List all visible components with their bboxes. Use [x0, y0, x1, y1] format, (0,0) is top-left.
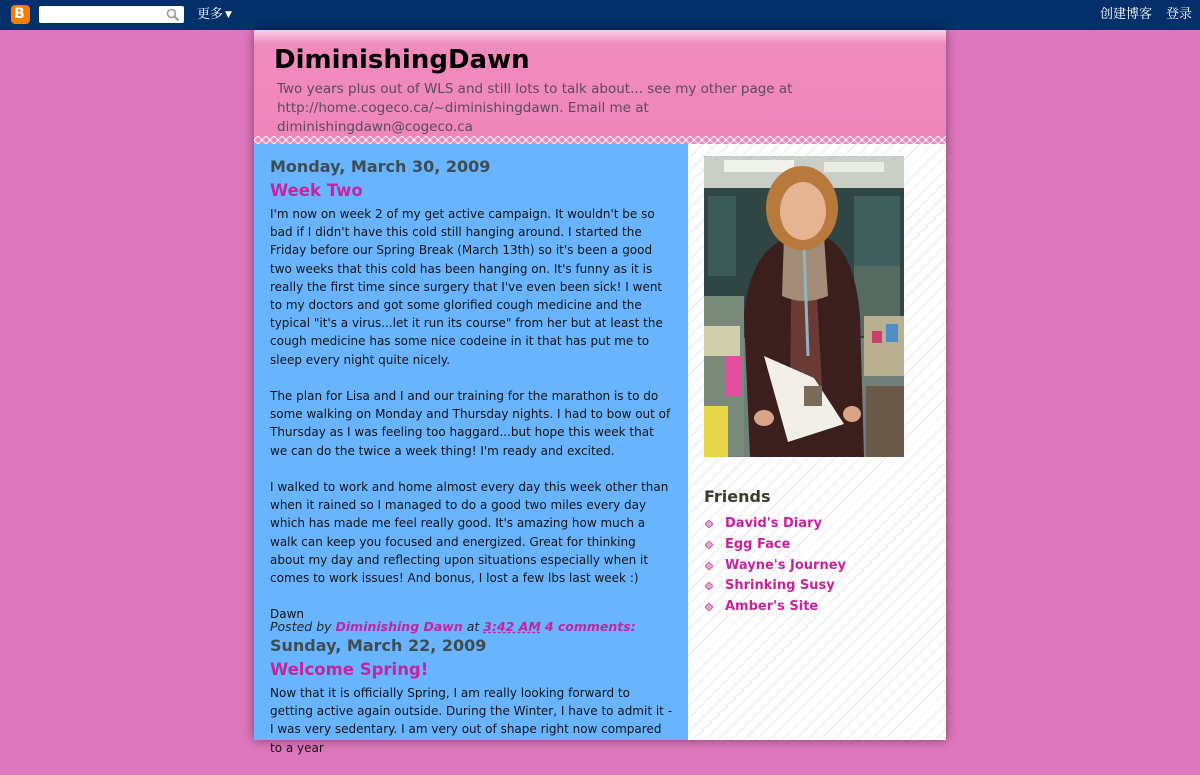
diamond-bullet-icon: [705, 603, 713, 611]
create-blog-link[interactable]: 创建博客: [1100, 7, 1153, 22]
header-zigzag-divider: [254, 136, 946, 144]
sidebar: [688, 144, 946, 740]
friend-link[interactable]: Wayne's Journey: [725, 557, 847, 573]
post-paragraph: The plan for Lisa and I and our training for the marathon is to do some walking on Monday and Thursday nights. I had to bow out of Thursday as I was feeling too haggard...but hope this week that we can do the twice a week thing! I'm ready and excited.: [270, 389, 671, 458]
friend-link[interactable]: David's Diary: [725, 516, 822, 531]
login-link[interactable]: 登录: [1166, 7, 1193, 22]
diamond-bullet-icon: [705, 520, 713, 528]
post-paragraph: I walked to work and home almost every day this week other than when it rained so I managed to do a good two miles every day which has made me feel really good. It's amazing how much a walk can keep you focused and energized. Great for thinking about my day and reflecting upon situations especially when it comes to work issues! And bonus, I lost a few lbs last week :): [270, 480, 669, 586]
friend-item: [704, 597, 846, 618]
post-paragraph: I'm now on week 2 of my get active campaign. It wouldn't be so bad if I didn't have this cold still hanging around. I started the Friday before our Spring Break (March 13th) so it's been a good two weeks that this cold has been hanging on. It's funny as it is really the first time since surgery that I've even been sick! I went to my doctors and got some glorified cough medicine and the typical "it's a virus...let it run its course" from her but at least the cough medicine has some nice codeine in it that has put me to sleep every night quite nicely.: [270, 207, 663, 367]
blogger-logo-icon[interactable]: B: [11, 5, 30, 24]
blog-description: Two years plus out of WLS and still lots to talk about... see my other page at http://home.cogeco.ca/~diminishingdawn. Email me at diminishingdawn@cogeco.ca: [277, 81, 793, 135]
chevron-down-icon: ▼: [225, 10, 232, 20]
posted-by-label: Posted by: [270, 619, 332, 634]
post-comments-link[interactable]: 4 comments:: [544, 619, 636, 634]
diamond-bullet-icon: [705, 582, 713, 590]
friends-list: [704, 514, 846, 618]
diamond-bullet-icon: [705, 562, 713, 570]
post-date-header: Sunday, March 22, 2009: [270, 636, 487, 655]
friend-link[interactable]: Egg Face: [725, 536, 791, 552]
post-title[interactable]: Welcome Spring!: [270, 660, 429, 679]
post-timestamp-link[interactable]: 3:42 AM: [483, 619, 541, 634]
post-at-label: at: [466, 619, 480, 634]
more-menu-button[interactable]: [197, 7, 232, 23]
friend-item: [704, 535, 846, 556]
post-title[interactable]: Week Two: [270, 181, 363, 200]
friend-link[interactable]: Shrinking Susy: [725, 578, 835, 594]
blog-container: [254, 30, 946, 755]
post-date-header: Monday, March 30, 2009: [270, 157, 491, 176]
main-column: [254, 144, 688, 755]
diamond-bullet-icon: [705, 541, 713, 549]
post-footer: [270, 619, 636, 634]
friend-item: [704, 556, 846, 577]
blogger-navbar: [0, 0, 1200, 30]
more-menu-label: 更多: [197, 7, 224, 22]
friend-item: [704, 576, 846, 597]
friend-link[interactable]: Amber's Site: [725, 599, 819, 615]
friends-heading: Friends: [704, 487, 771, 506]
post-signature: Dawn: [270, 607, 305, 622]
post-body: [270, 684, 674, 775]
post-body: [270, 205, 674, 642]
search-icon[interactable]: [166, 8, 180, 22]
profile-photo[interactable]: [704, 156, 904, 457]
blog-title[interactable]: DiminishingDawn: [274, 45, 530, 75]
post-author-link[interactable]: Diminishing Dawn: [335, 619, 463, 634]
blog-header: [254, 30, 946, 144]
search-input[interactable]: [39, 6, 184, 23]
post-paragraph: Now that it is officially Spring, I am really looking forward to getting active again outside. During the Winter, I have to admit it - I was very sedentary. I am very out of shape right now compared to a year: [270, 686, 673, 755]
friend-item: [704, 514, 846, 535]
